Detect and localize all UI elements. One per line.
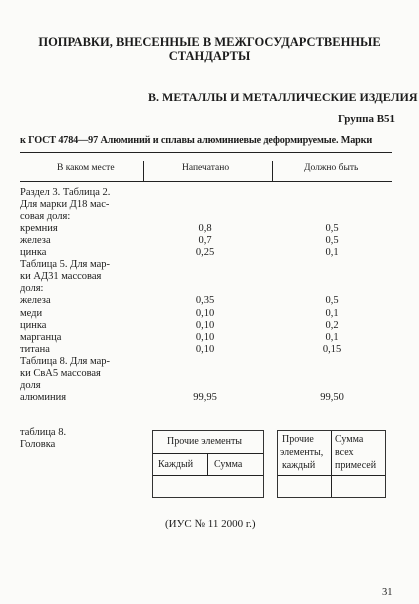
should-be-mini-table-vline bbox=[331, 431, 332, 497]
row-where: алюминия bbox=[20, 391, 67, 403]
row-where: меди bbox=[20, 307, 43, 319]
row-where: доля: bbox=[20, 283, 44, 295]
printed-sub-each: Каждый bbox=[158, 459, 194, 470]
should-col1-line-1: Прочие bbox=[282, 434, 314, 445]
should-col2-line-2: всех bbox=[335, 447, 354, 458]
printed-mini-table-vline-1 bbox=[207, 453, 208, 475]
row-where: кремния bbox=[20, 223, 58, 235]
should-col2-line-3: примесей bbox=[335, 460, 377, 471]
row-where: марганца bbox=[20, 331, 62, 343]
should-be-mini-table-hline bbox=[278, 475, 385, 476]
row-should-be-value: 0,1 bbox=[325, 247, 339, 259]
row-should-be-value: 0,2 bbox=[325, 319, 339, 331]
row-where: цинка bbox=[20, 247, 47, 259]
standard-title: к ГОСТ 4784—97 Алюминий и сплавы алюминиевые деформируемые. Марки bbox=[20, 135, 373, 146]
row-where: титана bbox=[20, 343, 50, 355]
document-title-line-1: ПОПРАВКИ, ВНЕСЕННЫЕ В МЕЖГОСУДАРСТВЕННЫЕ bbox=[38, 35, 381, 49]
row-should-be-value: 0,5 bbox=[325, 295, 339, 307]
section-heading: В. МЕТАЛЛЫ И МЕТАЛЛИЧЕСКИЕ ИЗДЕЛИЯ bbox=[148, 90, 418, 104]
table-header-rule bbox=[20, 181, 392, 182]
printed-mini-table-hline bbox=[153, 453, 263, 454]
page-number: 31 bbox=[382, 587, 393, 598]
row-should-be-value: 0,1 bbox=[325, 331, 339, 343]
row-printed-value: 0,10 bbox=[195, 343, 215, 355]
row-should-be-value: 0,5 bbox=[325, 223, 339, 235]
table-top-rule bbox=[20, 152, 392, 153]
printed-header-other-elements: Прочие элементы bbox=[167, 436, 243, 447]
row-should-be-value: 99,50 bbox=[320, 391, 344, 403]
printed-mini-table bbox=[152, 430, 264, 498]
column-header-printed: Напечатано bbox=[182, 163, 230, 173]
row-should-be-value: 0,1 bbox=[325, 307, 339, 319]
row-where: Таблица 8. Для мар- bbox=[20, 355, 110, 367]
footer-note: (ИУС № 11 2000 г.) bbox=[165, 518, 256, 530]
group-code: Группа B51 bbox=[338, 113, 396, 125]
should-col1-line-2: элементы, bbox=[280, 447, 324, 458]
column-header-should-be: Должно быть bbox=[304, 163, 359, 173]
document-title-line-2: СТАНДАРТЫ bbox=[168, 49, 251, 63]
table8-where-line-1: таблица 8. bbox=[20, 427, 67, 438]
row-where: железа bbox=[20, 235, 51, 247]
row-printed-value: 0,25 bbox=[195, 247, 215, 259]
row-printed-value: 0,10 bbox=[195, 331, 215, 343]
row-should-be-value: 0,5 bbox=[325, 235, 339, 247]
row-printed-value: 0,7 bbox=[198, 235, 212, 247]
printed-mini-table-hline-2 bbox=[153, 475, 263, 476]
should-be-mini-table bbox=[277, 430, 386, 498]
row-should-be-value: 0,15 bbox=[322, 343, 342, 355]
row-where: Раздел 3. Таблица 2. bbox=[20, 187, 111, 198]
row-where: ки СвА5 массовая bbox=[20, 367, 101, 379]
row-where: Для марки Д18 мас- bbox=[20, 199, 110, 211]
row-where: доля bbox=[20, 379, 41, 391]
should-col1-line-3: каждый bbox=[282, 460, 316, 471]
row-printed-value: 0,8 bbox=[198, 223, 212, 235]
table8-where-line-2: Головка bbox=[20, 439, 56, 450]
row-where: цинка bbox=[20, 319, 47, 331]
column-header-where: В каком месте bbox=[57, 163, 115, 173]
row-printed-value: 0,10 bbox=[195, 319, 215, 331]
row-where: ки АД31 массовая bbox=[20, 271, 102, 283]
row-printed-value: 0,35 bbox=[195, 295, 215, 307]
should-col2-line-1: Сумма bbox=[335, 434, 364, 445]
row-where: железа bbox=[20, 295, 51, 307]
printed-sub-sum: Сумма bbox=[214, 459, 243, 470]
row-where: совая доля: bbox=[20, 211, 71, 223]
column-divider-1 bbox=[143, 161, 144, 181]
row-printed-value: 99,95 bbox=[193, 391, 217, 403]
row-printed-value: 0,10 bbox=[195, 307, 215, 319]
column-divider-2 bbox=[272, 161, 273, 181]
row-where: Таблица 5. Для мар- bbox=[20, 259, 110, 271]
